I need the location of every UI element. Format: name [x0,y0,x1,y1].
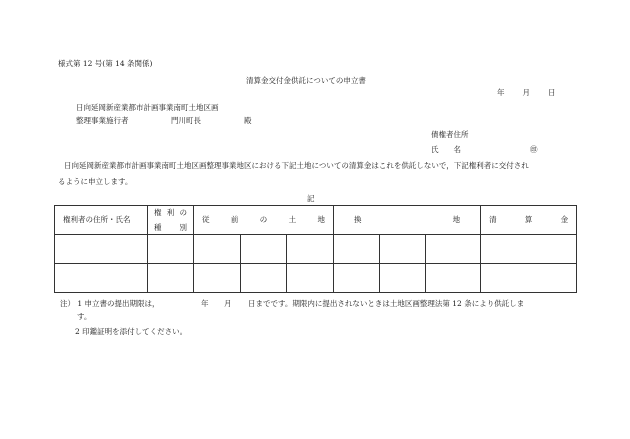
table-cell [481,235,577,264]
table-header-row [55,206,577,235]
header-right-type [148,206,194,235]
table-cell [148,235,194,264]
form-number: 様式第 12 号(第 14 条関係) [58,59,153,68]
document-title: 清算金交付金供託についての申立書 [246,76,366,85]
table-cell [380,264,426,293]
table-cell [148,264,194,293]
header-right-char-2: 利 [166,208,175,217]
header-replotted-land [334,206,481,235]
header-former-char-1: 従 [202,215,210,225]
header-former-land [194,206,334,235]
note-1-year: 年 [201,299,209,308]
header-creditor [55,206,148,235]
header-settle-char-1: 清 [489,215,497,225]
table-cell [287,235,334,264]
header-former-char-3: の [259,215,268,225]
header-former-char-2: 前 [230,215,239,225]
creditor-name-line [431,145,538,154]
table-cell [194,264,241,293]
table-cell [426,264,481,293]
claim-table [54,205,577,293]
header-creditor-label: 権利者の住所・氏名 [63,215,131,225]
table-cell [426,235,481,264]
creditor-address-label: 債権者住所 [431,130,469,139]
executor-line [76,116,252,125]
body-text-line-2: るように申立します。 [58,177,133,186]
table-cell [55,264,148,293]
body-text-line-1: 日向延岡新産業都市計画事業南町土地区画整理事業地区における下記土地についての清算金はこれを供託しないで，下記権利者に交付され [64,161,529,170]
note-1-rest: 日までです。期限内に提出されないときは土地区画整理法第 12 条により供託しま [248,299,525,308]
note-1-wrap: す。 [77,312,92,321]
ki-heading: 記 [307,194,315,203]
header-replot-char-1: 換 [354,215,362,225]
table-cell [481,264,577,293]
table-cell [194,235,241,264]
table-cell [287,264,334,293]
table-cell [380,235,426,264]
header-right-char-3: の [179,208,187,217]
table-row [55,264,577,293]
date-line [497,89,556,97]
table-cell [334,264,380,293]
note-2: 2 印鑑証明を添付してください。 [75,327,188,336]
note-1-month: 月 [224,299,232,308]
header-settle-char-2: 算 [524,215,533,225]
header-settle-char-3: 金 [560,215,569,225]
header-type-char-1: 種 [154,222,162,232]
project-name: 日向延岡新産業都市計画事業南町土地区画 [76,103,219,112]
table-row [55,235,577,264]
header-right-char-1: 権 [154,208,162,217]
table-cell [55,235,148,264]
note-1-prefix: 注） 1 申立書の提出期限は， [60,299,160,308]
table-cell [241,264,287,293]
note-1 [60,299,525,308]
executor-label: 整理事業施行者 [76,116,129,125]
executor-honorific: 殿 [244,116,252,125]
header-replot-char-2: 地 [452,215,461,225]
header-settlement [481,206,577,235]
date-day: 日 [548,88,556,97]
header-former-char-4: 土 [288,215,297,225]
date-year: 年 [497,88,505,97]
executor-mayor: 門川町長 [171,116,201,125]
table-cell [241,235,287,264]
creditor-name-label: 氏 名 [431,145,461,154]
seal-mark: ㊞ [530,145,538,154]
table-cell [334,235,380,264]
date-month: 月 [522,88,530,97]
header-former-char-5: 地 [317,215,325,225]
header-type-char-2: 別 [179,222,187,232]
